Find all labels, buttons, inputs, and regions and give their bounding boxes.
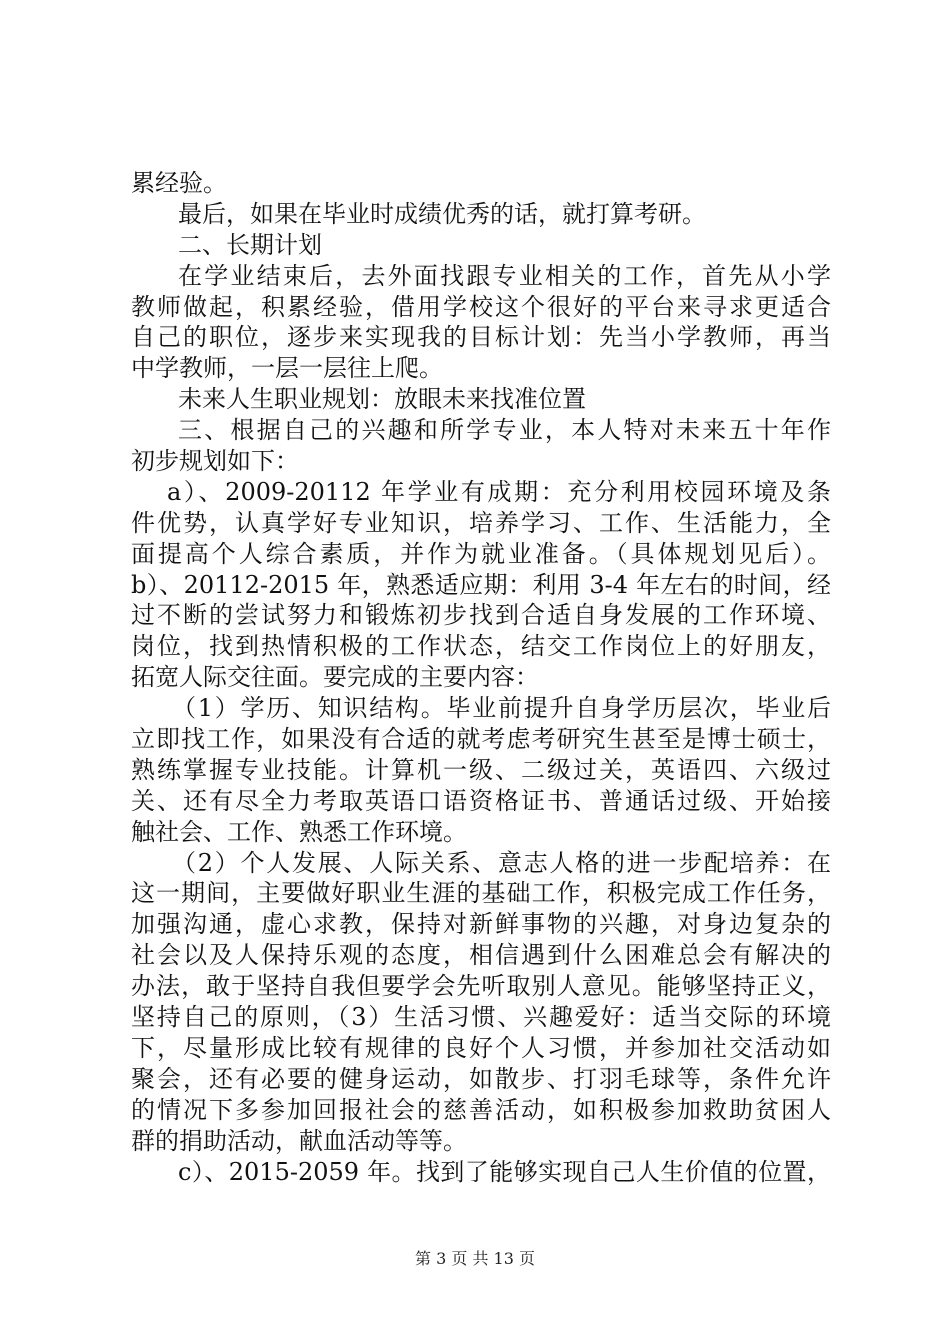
text-line: 下，尽量形成比较有规律的良好个人习惯，并参加社交活动如 bbox=[131, 1033, 831, 1062]
text-line: 社会以及人保持乐观的态度，相信遇到什么困难总会有解决的 bbox=[131, 941, 831, 970]
text-line: 初步规划如下： bbox=[131, 447, 299, 476]
text-line: 聚会，还有必要的健身运动，如散步、打羽毛球等，条件允许 bbox=[131, 1064, 831, 1093]
text-line: 这一期间，主要做好职业生涯的基础工作，积极完成工作任务， bbox=[131, 879, 831, 908]
text-line: 坚持自己的原则，（3）生活习惯、兴趣爱好：适当交际的环境 bbox=[131, 1003, 831, 1032]
section-heading-long-term: 二、长期计划 bbox=[178, 230, 322, 259]
text-line: 最后，如果在毕业时成绩优秀的话，就打算考研。 bbox=[178, 199, 706, 228]
text-line: 拓宽人际交往面。要完成的主要内容： bbox=[131, 663, 539, 692]
text-line: 关、还有尽全力考取英语口语资格证书、普通话过级、开始接 bbox=[131, 786, 831, 815]
text-line: 群的捐助活动，献血活动等等。 bbox=[131, 1126, 467, 1155]
text-line: 办法，敢于坚持自我但要学会先听取别人意见。能够坚持正义， bbox=[131, 972, 831, 1001]
document-body bbox=[131, 168, 831, 1187]
text-line: 熟练掌握专业技能。计算机一级、二级过关，英语四、六级过 bbox=[131, 755, 831, 784]
text-line: 累经验。 bbox=[131, 169, 227, 197]
text-line: b）、20112-2015 年，熟悉适应期：利用 3-4 年左右的时间，经 bbox=[131, 570, 831, 599]
text-line: 教师做起，积累经验，借用学校这个很好的平台来寻求更适合 bbox=[131, 292, 831, 321]
text-line: 三、根据自己的兴趣和所学专业，本人特对未来五十年作 bbox=[178, 416, 831, 445]
page-number-footer: 第 3 页 共 13 页 bbox=[415, 1249, 535, 1268]
text-line: 件优势，认真学好专业知识，培养学习、工作、生活能力，全 bbox=[131, 508, 831, 537]
text-line: （2）个人发展、人际关系、意志人格的进一步配培养：在 bbox=[172, 848, 831, 877]
text-line: （1）学历、知识结构。毕业前提升自身学历层次，毕业后 bbox=[172, 694, 831, 723]
text-line: 触社会、工作、熟悉工作环境。 bbox=[131, 817, 467, 846]
text-line: 加强沟通，虚心求教，保持对新鲜事物的兴趣，对身边复杂的 bbox=[131, 910, 831, 939]
text-line: 面提高个人综合素质，并作为就业准备。（具体规划见后）。 bbox=[131, 539, 831, 568]
text-line: 在学业结束后，去外面找跟专业相关的工作，首先从小学 bbox=[178, 261, 831, 290]
text-line: 中学教师，一层一层往上爬。 bbox=[131, 354, 443, 383]
text-line: 的情况下多参加回报社会的慈善活动，如积极参加救助贫困人 bbox=[131, 1095, 831, 1124]
text-line: 立即找工作，如果没有合适的就考虑考研究生甚至是博士硕士， bbox=[131, 725, 831, 754]
text-line: a）、2009-20112 年学业有成期：充分利用校园环境及条 bbox=[167, 477, 831, 506]
text-line: 未来人生职业规划：放眼未来找准位置 bbox=[178, 385, 586, 414]
text-line: 自己的职位，逐步来实现我的目标计划：先当小学教师，再当 bbox=[131, 323, 831, 352]
text-line: 岗位，找到热情积极的工作状态，结交工作岗位上的好朋友， bbox=[131, 632, 831, 661]
text-line: c）、2015-2059 年。找到了能够实现自己人生价值的位置， bbox=[178, 1157, 831, 1186]
text-line: 过不断的尝试努力和锻炼初步找到合适自身发展的工作环境、 bbox=[131, 601, 831, 630]
